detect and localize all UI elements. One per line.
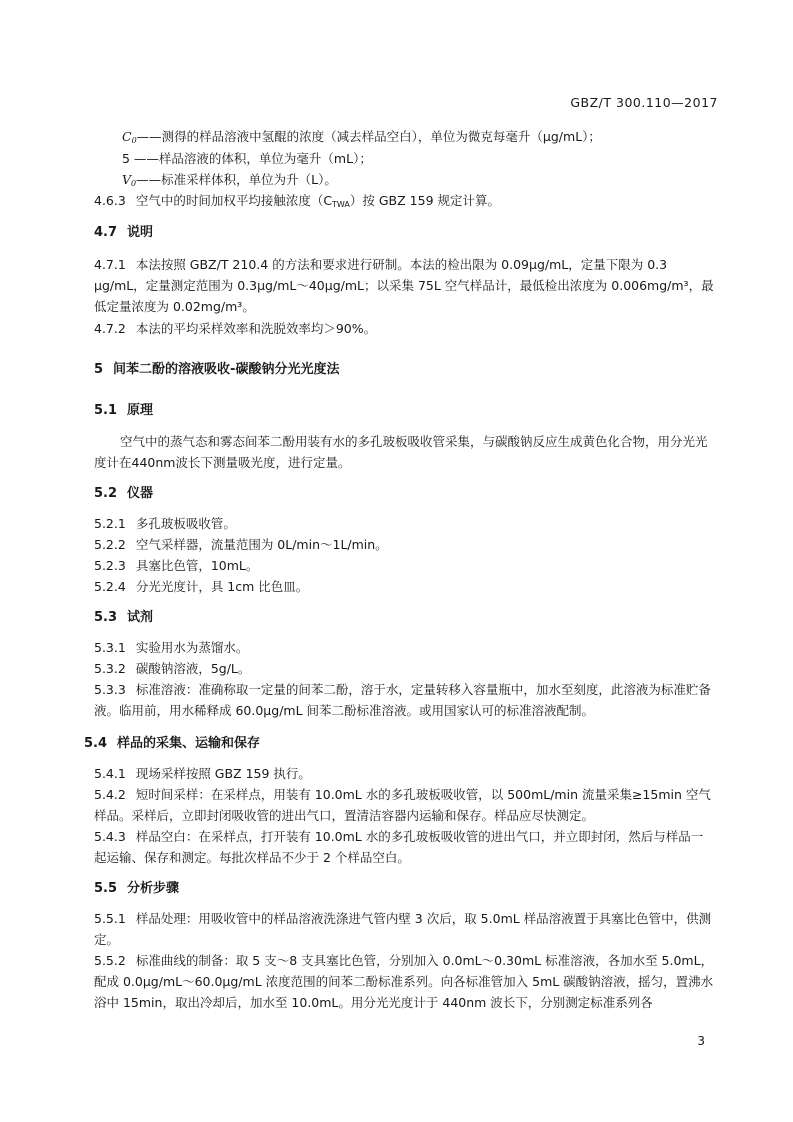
- section-title: 原理: [127, 403, 154, 418]
- principle-paragraph: 空气中的蒸气态和雾态间苯二酚用装有水的多孔玻板吸收管采集，与碳酸钠反应生成黄色化合物，用分光光度计在440nm波长下测量吸光度，进行定量。: [94, 434, 708, 470]
- clause-text: 具塞比色管，10mL。: [135, 558, 259, 573]
- var-symbol: V: [122, 172, 132, 187]
- section-5-1-heading: [94, 400, 714, 421]
- var-desc: ——样品溶液的体积，单位为毫升（mL）；: [129, 151, 372, 166]
- var-desc: ——标准采样体积，单位为升（L）。: [136, 172, 337, 187]
- clause-4-6-3: [94, 190, 714, 215]
- section-title: 样品的采集、运输和保存: [117, 736, 261, 751]
- clause-5-2-4: [94, 576, 714, 597]
- clause-number: 4.7.2: [94, 321, 126, 336]
- clause-text: 分光光度计，具 1cm 比色皿。: [135, 579, 309, 594]
- section-number: 5.2: [94, 486, 118, 501]
- clause-5-3-1: [94, 637, 714, 658]
- section-title: 间苯二酚的溶液吸收-碳酸钠分光光度法: [113, 362, 340, 377]
- clause-number: 5.2.2: [94, 537, 126, 552]
- clause-text: 本法的平均采样效率和洗脱效率均＞90%。: [135, 321, 377, 336]
- section-4-7-heading: [94, 222, 714, 243]
- clause-5-3-2: [94, 658, 714, 679]
- clause-number: 5.3.3: [94, 682, 126, 697]
- clause-5-2-1: [94, 513, 714, 534]
- section-title: 试剂: [127, 610, 154, 625]
- twa-subscript: TWA: [332, 200, 350, 209]
- var-symbol: 5: [122, 151, 130, 166]
- clause-text: 空气采样器，流量范围为 0L/min～1L/min。: [135, 537, 388, 552]
- clause-5-4-1: [94, 763, 714, 784]
- clause-number: 5.2.4: [94, 579, 126, 594]
- section-5-4-heading: [84, 733, 704, 754]
- section-number: 5.4: [84, 736, 108, 751]
- clause-text: 短时间采样：在采样点，用装有 10.0mL 水的多孔玻板吸收管，以 500mL/min 流量采集≥15min 空气样品。采样后，立即封闭吸收管的进出气口，置清洁容器内运输和保存。样品应尽快测定。: [94, 787, 711, 823]
- clause-number: 5.4.2: [94, 787, 126, 802]
- page-number: 3: [697, 1034, 705, 1048]
- clause-number: 4.7.1: [94, 257, 126, 272]
- clause-number: 5.4.3: [94, 829, 126, 844]
- clause-text: 样品空白：在采样点，打开装有 10.0mL 水的多孔玻板吸收管的进出气口，并立即封闭，然后与样品一起运输、保存和测定。每批次样品不少于 2 个样品空白。: [94, 829, 704, 865]
- clause-4-7-2: [94, 318, 714, 339]
- var-subscript: 0: [131, 136, 137, 145]
- var-desc: ——测得的样品溶液中氢醌的浓度（减去样品空白），单位为微克每毫升（μg/mL）；: [136, 129, 601, 144]
- clause-text: 多孔玻板吸收管。: [135, 516, 236, 531]
- clause-5-5-1: [94, 908, 714, 950]
- clause-5-2-3: [94, 555, 714, 576]
- clause-number: 5.5.2: [94, 953, 126, 968]
- clause-number: 5.2.1: [94, 516, 126, 531]
- standard-code: GBZ/T 300.110—2017: [570, 95, 718, 110]
- clause-number: 4.6.3: [94, 193, 126, 208]
- clause-number: 5.4.1: [94, 766, 126, 781]
- clause-text-end: ）按 GBZ 159 规定计算。: [349, 193, 500, 208]
- section-5-2-heading: [94, 483, 714, 504]
- clause-text: 标准溶液：准确称取一定量的间苯二酚，溶于水，定量转移入容量瓶中，加水至刻度，此溶液为标准贮备液。临用前，用水稀释成 60.0μg/mL 间苯二酚标准溶液。或用国家认可的标准溶液配制。: [94, 682, 711, 718]
- section-number: 5.5: [94, 881, 118, 896]
- section-number: 5.3: [94, 610, 118, 625]
- section-5-heading: [94, 359, 714, 380]
- section-title: 分析步骤: [127, 881, 180, 896]
- clause-5-5-2: [94, 950, 714, 1013]
- section-5-3-heading: [94, 607, 714, 628]
- clause-number: 5.2.3: [94, 558, 126, 573]
- clause-text: 实验用水为蒸馏水。: [135, 640, 249, 655]
- clause-5-4-2: [94, 784, 714, 826]
- section-5-5-heading: [94, 878, 714, 899]
- clause-number: 5.5.1: [94, 911, 126, 926]
- clause-number: 5.3.1: [94, 640, 126, 655]
- section-number: 4.7: [94, 225, 118, 240]
- section-title: 仪器: [127, 486, 154, 501]
- var-subscript: 0: [131, 179, 137, 188]
- clause-5-3-3: [94, 679, 714, 721]
- var-symbol: C: [122, 129, 132, 144]
- clause-text: 样品处理：用吸收管中的样品溶液洗涤进气管内壁 3 次后，取 5.0mL 样品溶液置于具塞比色管中，供测定。: [94, 911, 712, 947]
- clause-text: 标准曲线的制备：取 5 支～8 支具塞比色管，分别加入 0.0mL～0.30mL 标准溶液，各加水至 5.0mL，配成 0.0μg/mL～60.0μg/mL 浓度范围的间苯二酚标准系列。向各标准管加入 5mL 碳酸钠溶液，摇匀，置沸水浴中 15min，取出冷却后，加水至 10.0mL。用分光光度计于 440nm 波长下，分别测定标准系列各: [94, 953, 714, 1010]
- clause-5-4-3: [94, 826, 714, 868]
- clause-5-2-2: [94, 534, 714, 555]
- clause-text: 碳酸钠溶液，5g/L。: [135, 661, 251, 676]
- clause-text: 空气中的时间加权平均接触浓度（C: [135, 193, 333, 208]
- clause-4-7-1: [94, 254, 714, 317]
- var-def-volume: [122, 148, 742, 169]
- section-number: 5.1: [94, 403, 118, 418]
- clause-number: 5.3.2: [94, 661, 126, 676]
- clause-text: 本法按照 GBZ/T 210.4 的方法和要求进行研制。本法的检出限为 0.09μg/mL，定量下限为 0.3 μg/mL，定量测定范围为 0.3μg/mL～40μg/mL；以采集 75L 空气样品计，最低检出浓度为 0.006mg/m³，最低定量浓度为 0.02mg/m³。: [94, 257, 714, 314]
- section-title: 说明: [127, 225, 154, 240]
- section-number: 5: [94, 362, 104, 377]
- clause-text: 现场采样按照 GBZ 159 执行。: [135, 766, 311, 781]
